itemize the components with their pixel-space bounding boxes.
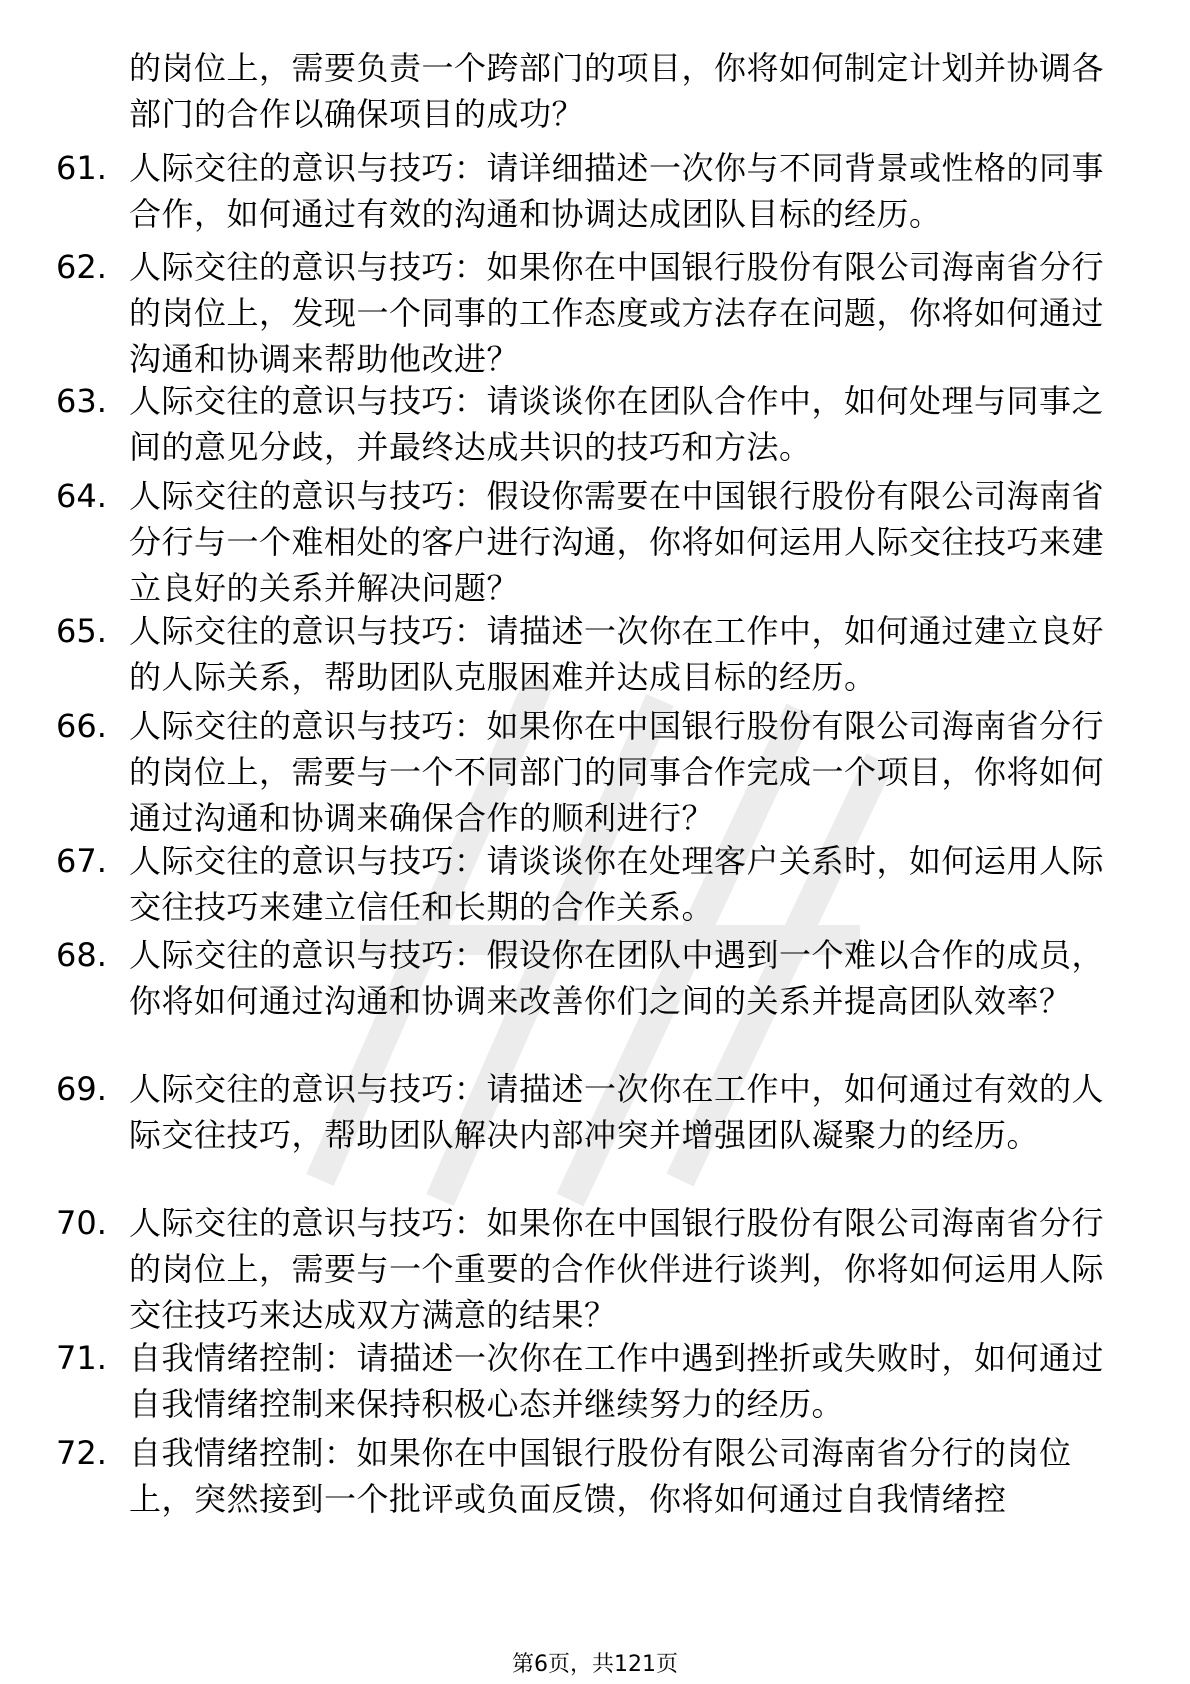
continuation-text: 的岗位上，需要负责一个跨部门的项目，你将如何制定计划并协调各部门的合作以确保项目的成功？ <box>129 49 1105 133</box>
question-text: 人际交往的意识与技巧：假设你需要在中国银行股份有限公司海南省分行与一个难相处的客户进行沟通，你将如何运用人际交往技巧来建立良好的关系并解决问题？ <box>129 477 1105 607</box>
question-text: 自我情绪控制：请描述一次你在工作中遇到挫折或失败时，如何通过自我情绪控制来保持积极心态并继续努力的经历。 <box>129 1339 1105 1423</box>
question-number: 70. <box>56 1204 107 1242</box>
question-number: 64. <box>56 477 107 515</box>
question-number: 71. <box>56 1339 107 1377</box>
question-text: 人际交往的意识与技巧：请详细描述一次你与不同背景或性格的同事合作，如何通过有效的沟通和协调达成团队目标的经历。 <box>129 149 1105 233</box>
question-text: 自我情绪控制：如果你在中国银行股份有限公司海南省分行的岗位上，突然接到一个批评或负面反馈，你将如何通过自我情绪控 <box>129 1434 1072 1518</box>
question-text: 人际交往的意识与技巧：如果你在中国银行股份有限公司海南省分行的岗位上，发现一个同事的工作态度或方法存在问题，你将如何通过沟通和协调来帮助他改进？ <box>129 248 1105 378</box>
question-text: 人际交往的意识与技巧：假设你在团队中遇到一个难以合作的成员，你将如何通过沟通和协调来改善你们之间的关系并提高团队效率？ <box>129 936 1105 1020</box>
question-number: 61. <box>56 149 107 187</box>
question-text: 人际交往的意识与技巧：请描述一次你在工作中，如何通过有效的人际交往技巧，帮助团队解决内部冲突并增强团队凝聚力的经历。 <box>129 1070 1105 1154</box>
question-number: 67. <box>56 842 107 880</box>
page-footer: 第6页，共121页 <box>512 1652 678 1677</box>
question-number: 68. <box>56 936 107 974</box>
question-number: 62. <box>56 248 107 286</box>
question-number: 65. <box>56 612 107 650</box>
question-number: 72. <box>56 1434 107 1472</box>
question-text: 人际交往的意识与技巧：如果你在中国银行股份有限公司海南省分行的岗位上，需要与一个重要的合作伙伴进行谈判，你将如何运用人际交往技巧来达成双方满意的结果？ <box>129 1204 1105 1334</box>
question-number: 63. <box>56 382 107 420</box>
question-text: 人际交往的意识与技巧：请谈谈你在团队合作中，如何处理与同事之间的意见分歧，并最终达成共识的技巧和方法。 <box>129 382 1105 466</box>
question-number: 69. <box>56 1070 107 1108</box>
question-text: 人际交往的意识与技巧：如果你在中国银行股份有限公司海南省分行的岗位上，需要与一个不同部门的同事合作完成一个项目，你将如何通过沟通和协调来确保合作的顺利进行？ <box>129 707 1105 837</box>
question-text: 人际交往的意识与技巧：请描述一次你在工作中，如何通过建立良好的人际关系，帮助团队克服困难并达成目标的经历。 <box>129 612 1105 696</box>
question-text: 人际交往的意识与技巧：请谈谈你在处理客户关系时，如何运用人际交往技巧来建立信任和长期的合作关系。 <box>129 842 1105 926</box>
question-number: 66. <box>56 707 107 745</box>
